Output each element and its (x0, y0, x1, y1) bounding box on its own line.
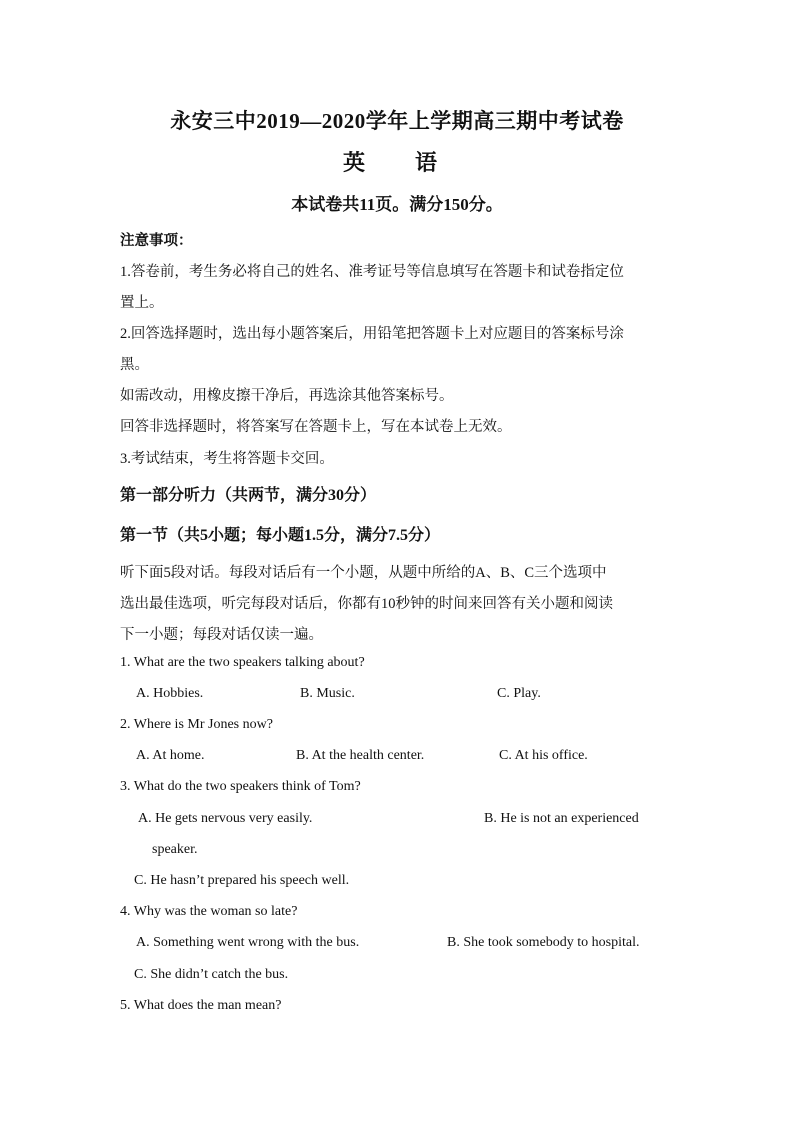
option-b: B. At the health center. (296, 748, 425, 763)
option-b: B. She took somebody to hospital. (447, 935, 640, 950)
notes-line: 回答非选择题时，将答案写在答题卡上，写在本试卷上无效。 (120, 419, 512, 435)
section1-heading: 第一节（共5小题；每小题1.5分，满分7.5分） (120, 527, 441, 544)
option-c: C. Play. (497, 686, 541, 701)
option-a: A. He gets nervous very easily. (138, 811, 313, 826)
notes-line: 3.考试结束，考生将答题卡交回。 (120, 451, 334, 467)
option-a: A. Something went wrong with the bus. (136, 935, 360, 950)
option-c: C. At his office. (499, 748, 588, 763)
part1-heading: 第一部分听力（共两节，满分30分） (120, 487, 377, 504)
question-stem: 3. What do the two speakers think of Tom? (120, 779, 361, 794)
exam-info: 本试卷共11页。满分150分。 (291, 195, 503, 214)
option-c: C. She didn’t catch the bus. (134, 967, 289, 982)
question-stem: 5. What does the man mean? (120, 998, 282, 1013)
instructions-line: 下一小题；每段对话仅读一遍。 (120, 627, 323, 643)
notes-line: 置上。 (120, 295, 164, 311)
notes-heading: 注意事项： (120, 233, 193, 249)
exam-title: 永安三中2019—2020学年上学期高三期中考试卷 (170, 109, 624, 133)
option-b: B. He is not an experienced (484, 811, 639, 826)
notes-line: 2.回答选择题时，选出每小题答案后，用铅笔把答题卡上对应题目的答案标号涂 (120, 326, 624, 342)
option-c: C. He hasn’t prepared his speech well. (134, 873, 350, 888)
question-stem: 2. Where is Mr Jones now? (120, 717, 273, 732)
notes-line: 如需改动，用橡皮擦干净后，再选涂其他答案标号。 (120, 388, 454, 404)
instructions-line: 选出最佳选项，听完每段对话后，你都有10秒钟的时间来回答有关小题和阅读 (120, 596, 613, 612)
option-a: A. Hobbies. (136, 686, 204, 701)
option-b-continued: speaker. (152, 842, 198, 857)
option-a: A. At home. (136, 748, 205, 763)
notes-line: 黑。 (120, 357, 149, 373)
subject-title: 英 语 (342, 150, 451, 175)
question-stem: 1. What are the two speakers talking about? (120, 655, 365, 670)
notes-line: 1.答卷前，考生务必将自己的姓名、准考证号等信息填写在答题卡和试卷指定位 (120, 264, 624, 280)
option-b: B. Music. (300, 686, 355, 701)
instructions-line: 听下面5段对话。每段对话后有一个小题，从题中所给的A、B、C三个选项中 (120, 565, 607, 581)
question-stem: 4. Why was the woman so late? (120, 904, 298, 919)
